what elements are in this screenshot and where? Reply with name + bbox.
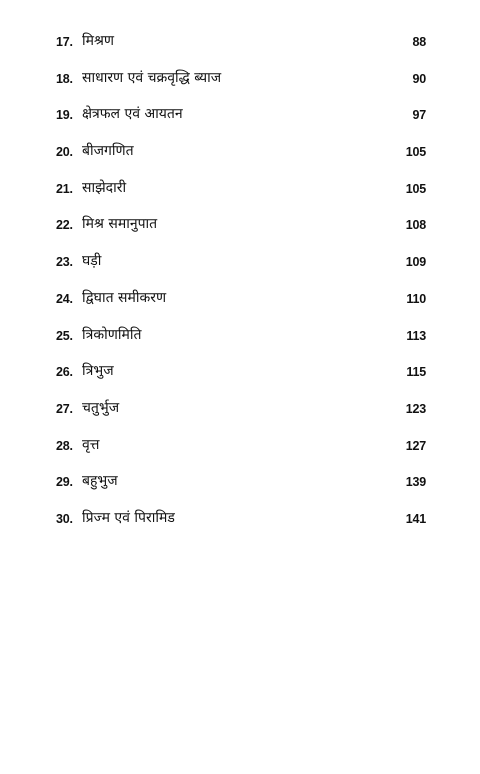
entry-number: 22.	[56, 218, 73, 233]
entry-page-number: 113	[406, 328, 426, 343]
toc-entry	[0, 508, 480, 545]
entry-page-number: 141	[405, 511, 426, 526]
entry-number: 24.	[56, 291, 73, 306]
toc-entry	[0, 288, 480, 325]
toc-entry	[0, 361, 480, 398]
entry-title: बहुभुज	[82, 473, 118, 490]
entry-title: प्रिज्म एवं पिरामिड	[82, 509, 175, 526]
entry-number: 19.	[56, 108, 73, 123]
entry-number: 23.	[56, 255, 73, 270]
entry-page-number: 127	[405, 438, 426, 453]
toc-entry	[0, 435, 480, 472]
entry-page-number: 105	[405, 145, 426, 160]
entry-page-number: 90	[412, 71, 426, 86]
toc-entry	[0, 31, 480, 68]
toc-entry	[0, 178, 480, 215]
toc-entry	[0, 68, 480, 105]
entry-title: घड़ी	[82, 253, 102, 270]
entry-title: साझेदारी	[82, 179, 127, 196]
entry-number: 25.	[56, 328, 73, 343]
entry-number: 27.	[56, 401, 73, 416]
table-of-contents	[0, 31, 480, 545]
entry-title: बीजगणित	[82, 143, 134, 160]
entry-title: त्रिभुज	[82, 363, 114, 380]
toc-entry	[0, 104, 480, 141]
entry-title: साधारण एवं चक्रवृद्धि ब्याज	[82, 69, 222, 86]
entry-number: 26.	[56, 365, 73, 380]
toc-entry	[0, 471, 480, 508]
entry-page-number: 139	[405, 475, 426, 490]
entry-page-number: 115	[406, 365, 426, 380]
toc-entry	[0, 251, 480, 288]
entry-number: 30.	[56, 511, 73, 526]
entry-page-number: 108	[405, 218, 426, 233]
entry-page-number: 88	[412, 35, 426, 49]
entry-number: 20.	[56, 145, 73, 160]
entry-number: 21.	[56, 181, 73, 196]
entry-title: चतुर्भुज	[82, 399, 120, 416]
entry-number: 29.	[56, 475, 73, 490]
entry-number: 28.	[56, 438, 73, 453]
toc-entry	[0, 214, 480, 251]
entry-title: मिश्रण	[82, 33, 115, 49]
entry-number: 18.	[56, 71, 73, 86]
entry-title: द्विघात समीकरण	[82, 289, 167, 306]
toc-entry	[0, 141, 480, 178]
entry-title: त्रिकोणमिति	[82, 326, 142, 343]
entry-page-number: 97	[412, 108, 426, 123]
toc-entry	[0, 325, 480, 362]
entry-page-number: 109	[405, 255, 426, 270]
entry-number: 17.	[56, 35, 73, 49]
entry-title: मिश्र समानुपात	[82, 216, 158, 233]
entry-page-number: 123	[405, 401, 426, 416]
entry-page-number: 110	[406, 291, 426, 306]
entry-page-number: 105	[405, 181, 426, 196]
entry-title: क्षेत्रफल एवं आयतन	[82, 106, 183, 123]
entry-title: वृत्त	[82, 436, 100, 453]
toc-entry	[0, 398, 480, 435]
